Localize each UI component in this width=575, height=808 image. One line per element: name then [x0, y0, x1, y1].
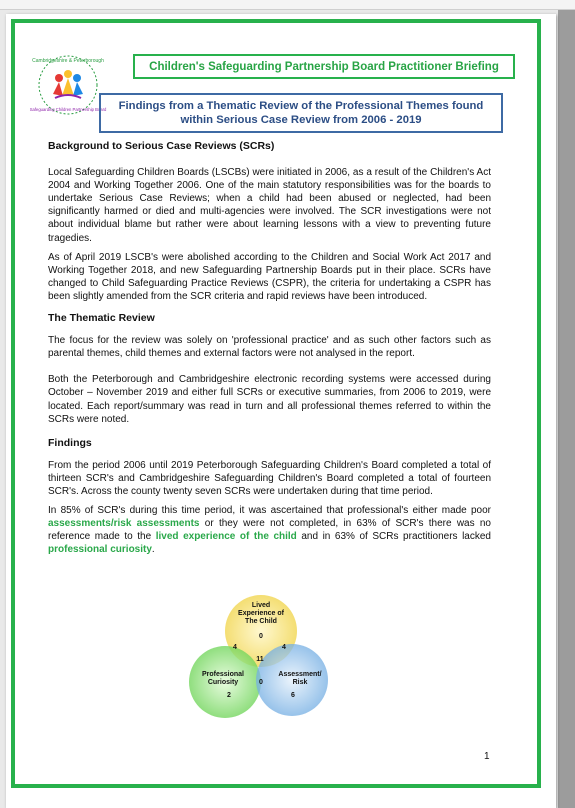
background-paragraph-1: Local Safeguarding Children Boards (LSCBs) were initiated in 2006, as a result of the Children's Act 2004 and Working Together 2006. One of the main statutory responsibilities was for the boards to undertake Serious Case Reviews; when a child had been abused or neglected, had been significantly harmed or died and multi-agencies were involved. The SCR investigations were not about individual blame but rather were about learning lessons with a view to preventing future tragedies.	[48, 167, 491, 244]
venn-label-lived-1: Lived	[251, 602, 271, 609]
venn-value-curiosity-assessment: 0	[259, 679, 263, 686]
scrollbar-track[interactable]	[558, 10, 575, 808]
venn-label-lived-2: Experience of	[238, 610, 284, 617]
venn-value-assessment-only: 6	[291, 692, 295, 699]
venn-label-curiosity-1: Professional	[201, 671, 245, 678]
highlight-lived-experience: lived experience of the child	[155, 531, 297, 543]
logo-text-top: Cambridgeshire & Peterborough	[32, 58, 104, 64]
venn-label-lived-3: The Child	[245, 618, 277, 625]
findings-text-e: and in 63% of SCRs practitioners lacked	[296, 531, 491, 543]
thematic-paragraph-1: The focus for the review was solely on 'professional practice' and as such other factors such as parental themes, child themes and external factors were not analysed in the report.	[48, 335, 491, 360]
venn-label-assessment-2: Risk	[292, 679, 308, 686]
partnership-logo	[29, 52, 107, 116]
findings-heading: Findings	[48, 436, 92, 449]
findings-paragraph-1: From the period 2006 until 2019 Peterborough Safeguarding Children's Board completed a total of thirteen SCR's and Cambridgeshire Safeguarding Children's Board completed a total of fourteen SCR's. Across the county twenty seven SCRs were undertaken during that time period.	[48, 459, 491, 497]
findings-paragraph-2	[48, 504, 491, 556]
venn-value-lived-only: 0	[259, 633, 263, 640]
venn-value-lived-assessment: 4	[282, 644, 286, 651]
findings-text-g: .	[151, 544, 155, 556]
venn-label-assessment-1: Assessment/	[278, 671, 322, 678]
highlight-professional-curiosity: professional curiosity	[48, 544, 152, 556]
document-title: Findings from a Thematic Review of the Professional Themes found within Serious Case Review from 2006 - 2019	[118, 100, 484, 126]
highlight-assessments: assessments/risk assessments	[48, 518, 200, 530]
page-number: 1	[484, 751, 490, 762]
findings-text-c: or they were not completed, in 63% of SCR's there was no reference made to the	[48, 518, 491, 543]
venn-label-curiosity-2: Curiosity	[207, 679, 239, 686]
briefing-header	[133, 54, 515, 79]
document-body	[48, 140, 491, 556]
thematic-heading: The Thematic Review	[48, 312, 155, 325]
logo-text-bottom: Safeguarding Children Partnership Board	[29, 107, 107, 112]
document-title-box	[99, 93, 503, 133]
findings-text-a: In 85% of SCR's during this time period, it was ascertained that professional's either made poor	[48, 505, 491, 517]
window-top-bar	[0, 0, 575, 10]
venn-diagram	[188, 590, 338, 720]
venn-value-curiosity-only: 2	[227, 692, 231, 699]
briefing-label: Children's Safeguarding Partnership Board Practitioner Briefing	[149, 60, 499, 73]
venn-value-lived-curiosity: 4	[233, 644, 237, 651]
background-heading: Background to Serious Case Reviews (SCRs)	[48, 140, 275, 152]
background-paragraph-2: As of April 2019 LSCB's were abolished according to the Children and Social Work Act 2017 and Working Together 2018, and new Safeguarding Partnership Boards put in their place. SCRs have changed to Child Safeguarding Practice Reviews (CSPR), the criteria for undertaking a CSPR has been slightly amended from the SCR criteria and rapid reviews have been introduced.	[48, 251, 491, 302]
venn-value-all-three: 11	[256, 656, 264, 663]
thematic-paragraph-2: Both the Peterborough and Cambridgeshire electronic recording systems were accessed during October – November 2019 and either full SCRs or executive summaries, from 2006 to 2019, were located. Each report/summary was read in turn and all professional themes referred to within the SCRs were noted.	[48, 374, 491, 425]
